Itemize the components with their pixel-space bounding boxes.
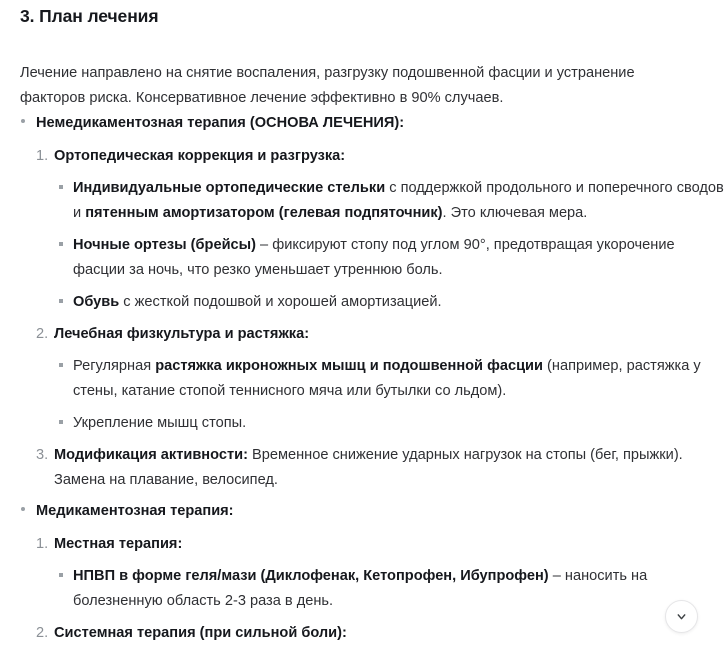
list-item <box>36 528 724 617</box>
numbered-item-title: Местная терапия: <box>54 536 183 552</box>
numbered-item-text: Временное снижение ударных нагрузок на стопы (бег, прыжки). Замена на плавание, велосипед. <box>54 447 683 488</box>
sub-item-lead: Обувь <box>73 294 120 310</box>
section-heading-row <box>36 496 724 528</box>
list-item <box>36 318 724 439</box>
list-item <box>36 140 724 318</box>
list-item <box>0 108 724 496</box>
sub-item-row <box>73 407 724 439</box>
chevron-down-icon <box>675 610 688 623</box>
square-bullet-icon <box>59 363 63 367</box>
numbered-item-title: Ортопедическая коррекция и разгрузка: <box>54 148 346 164</box>
sub-item-row <box>73 229 724 286</box>
sub-item-emphasis: растяжка икроножных мышц и подошвенной фасции <box>155 358 543 374</box>
sub-item-text: – наносить на болезненную область 2-3 раза в день. <box>73 568 648 609</box>
numbered-item-row <box>36 140 724 172</box>
square-bullet-icon <box>59 573 63 577</box>
list-item <box>59 350 724 407</box>
list-item <box>0 496 724 649</box>
numbered-item-title: Системная терапия (при сильной боли): <box>54 625 347 641</box>
sub-item-emphasis: пятенным амортизатором (гелевая подпяточник) <box>85 205 443 221</box>
page-title: 3. План лечения <box>20 6 159 26</box>
sub-item-tail: (например, растяжка у стены, катание стопой теннисного мяча или бутылки со льдом). <box>73 358 701 399</box>
sub-item-row <box>73 350 724 407</box>
section-heading-row <box>36 108 724 140</box>
list-number: 2. <box>36 326 49 342</box>
list-number: 3. <box>36 447 49 463</box>
list-item <box>36 617 724 649</box>
sub-item-text: – фиксируют стопу под углом 90°, предотвращая укорочение фасции за ночь, что резко уменьшает утреннюю боль. <box>73 237 675 278</box>
sub-item-lead: Индивидуальные ортопедические стельки <box>73 180 386 196</box>
list-item <box>59 172 724 229</box>
disc-bullet-icon <box>21 507 25 511</box>
sub-item-text: с жесткой подошвой и хорошей амортизацией. <box>119 294 442 310</box>
treatment-plan-list <box>0 108 724 649</box>
numbered-item-title: Модификация активности: <box>54 447 248 463</box>
square-bullet-icon <box>59 299 63 303</box>
sub-item-lead: Ночные ортезы (брейсы) <box>73 237 256 253</box>
sub-item-text: с поддержкой продольного и поперечного сводов и <box>73 180 724 221</box>
sub-item-row <box>73 560 724 617</box>
square-bullet-icon <box>59 242 63 246</box>
list-number: 1. <box>36 148 49 164</box>
sub-item-tail: . Это ключевая мера. <box>442 205 588 221</box>
section-title: Немедикаментозная терапия (ОСНОВА ЛЕЧЕНИЯ): <box>36 115 405 131</box>
list-number: 2. <box>36 625 49 641</box>
numbered-item-title: Лечебная физкультура и растяжка: <box>54 326 310 342</box>
list-item <box>59 229 724 286</box>
scroll-down-button[interactable] <box>665 600 698 633</box>
intro-paragraph: Лечение направлено на снятие воспаления, разгрузку подошвенной фасции и устранение факторов риска. Консервативное лечение эффективно в 90% случаев. <box>20 64 635 106</box>
section-title: Медикаментозная терапия: <box>36 503 234 519</box>
list-item <box>59 286 724 318</box>
square-bullet-list <box>54 350 724 439</box>
square-bullet-icon <box>59 420 63 424</box>
top-level-list <box>0 108 724 649</box>
numbered-item-row <box>36 617 724 649</box>
sub-item-row <box>73 172 724 229</box>
sub-item-lead: НПВП в форме геля/мази (Диклофенак, Кетопрофен, Ибупрофен) <box>73 568 549 584</box>
square-bullet-list <box>54 172 724 318</box>
list-item <box>36 439 724 496</box>
numbered-list <box>36 140 724 496</box>
sub-item-lead: Регулярная <box>73 358 156 374</box>
numbered-item-row <box>36 318 724 350</box>
sub-item-row <box>73 286 724 318</box>
numbered-item-row <box>36 528 724 560</box>
square-bullet-icon <box>59 185 63 189</box>
list-number: 1. <box>36 536 49 552</box>
disc-bullet-icon <box>21 119 25 123</box>
sub-item-lead: Укрепление мышц стопы. <box>73 415 247 431</box>
list-item <box>59 560 724 617</box>
list-item <box>59 407 724 439</box>
numbered-item-row <box>36 439 724 496</box>
square-bullet-list <box>54 560 724 617</box>
